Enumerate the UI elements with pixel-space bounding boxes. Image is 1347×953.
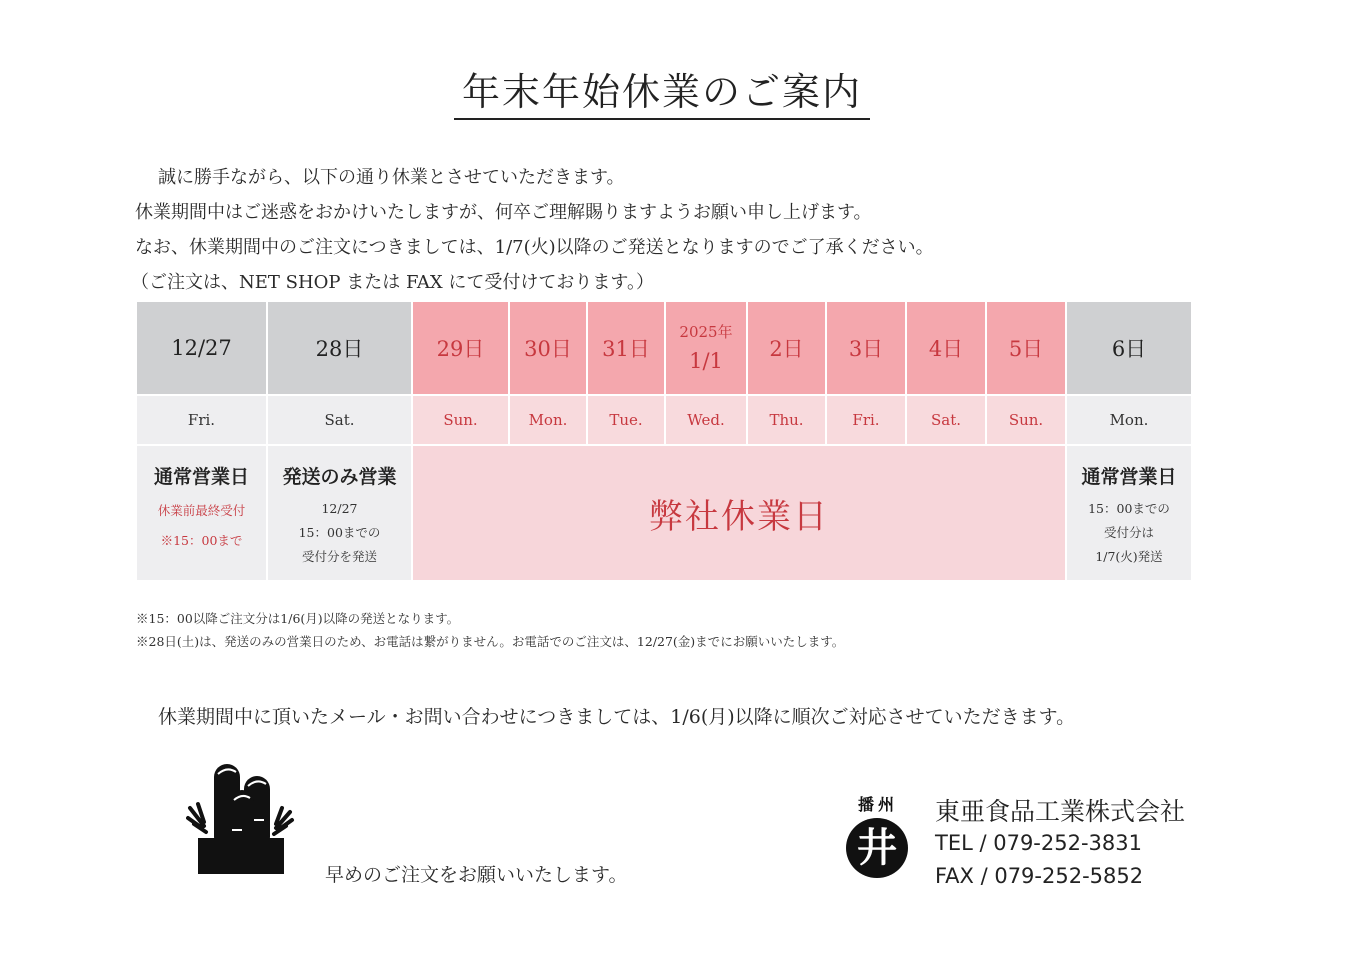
new-year-label: 2025年 (679, 323, 733, 341)
weekday-cell: Tue. (588, 394, 666, 444)
status-label: 通常営業日 (153, 466, 249, 488)
intro-line-3: なお、休業期間中のご注文につきましては、1/7(火)以降のご発送となりますのでご了承ください。 (135, 237, 934, 258)
company-fax: FAX / 079-252-5852 (935, 864, 1144, 888)
kadomatsu-icon (186, 760, 296, 876)
date-cell-3: 3日 (827, 302, 907, 394)
weekday-cell: Fri. (137, 394, 268, 444)
status-note: 受付分を発送 (301, 549, 377, 564)
weekday-cell: Mon. (1067, 394, 1191, 444)
status-note: 15：00までの (298, 525, 381, 540)
weekday-cell: Wed. (666, 394, 748, 444)
status-note: 1/7(火)発送 (1095, 549, 1163, 564)
weekday-cell: Sat. (907, 394, 987, 444)
status-cell-1227 (137, 444, 268, 580)
new-year-date: 1/1 (689, 349, 723, 373)
status-note: 15：00までの (1088, 501, 1170, 516)
inquiry-notice: 休業期間中に頂いたメール・お問い合わせにつきましては、1/6(月)以降に順次ご対応させていただきます。 (158, 706, 1076, 728)
closing-message: 早めのご注文をお願いいたします。 (325, 864, 628, 886)
weekday-cell: Sun. (413, 394, 510, 444)
intro-line-1: 誠に勝手ながら、以下の通り休業とさせていただきます。 (158, 167, 625, 188)
logo-mark-glyph: 井 (857, 824, 897, 871)
status-label: 通常営業日 (1081, 466, 1177, 488)
company-name: 東亜食品工業株式会社 (935, 797, 1186, 826)
date-cell-2: 2日 (748, 302, 827, 394)
footnote-1: ※15：00以降ご注文分は1/6(月)以降の発送となります。 (136, 611, 460, 626)
weekday-cell: Thu. (748, 394, 827, 444)
status-label: 発送のみ営業 (282, 466, 397, 488)
page-title: 年末年始休業のご案内 (454, 66, 870, 120)
company-logo (846, 792, 908, 882)
date-cell-4: 4日 (907, 302, 987, 394)
date-cell-6: 6日 (1067, 302, 1191, 394)
status-cell-28 (268, 444, 413, 580)
status-note: 受付分は (1103, 525, 1154, 540)
weekday-cell: Mon. (510, 394, 588, 444)
weekday-cell: Sun. (987, 394, 1067, 444)
weekday-cell: Sat. (268, 394, 413, 444)
date-cell-31: 31日 (588, 302, 666, 394)
holiday-schedule-table (137, 302, 1191, 580)
date-cell-5: 5日 (987, 302, 1067, 394)
status-note: 12/27 (321, 501, 358, 516)
intro-line-4: （ご注文は、NET SHOP または FAX にて受付けております。） (131, 272, 654, 293)
intro-line-2: 休業期間中はご迷惑をおかけいたしますが、何卒ご理解賜りますようお願い申し上げます。 (135, 202, 872, 223)
date-cell-29: 29日 (413, 302, 510, 394)
closed-label: 弊社休業日 (649, 496, 829, 537)
status-note: 休業前最終受付 (157, 503, 246, 518)
status-cell-6 (1067, 444, 1191, 580)
date-cell-30: 30日 (510, 302, 588, 394)
weekday-cell: Fri. (827, 394, 907, 444)
date-cell-1227: 12/27 (137, 302, 268, 394)
company-tel: TEL / 079-252-3831 (935, 831, 1142, 855)
logo-top-text: 播州 (857, 795, 898, 814)
date-cell-0101 (666, 302, 748, 394)
closed-period-cell (413, 444, 1067, 580)
logo-mark (846, 818, 908, 878)
status-note: ※15：00まで (160, 533, 243, 548)
date-cell-28: 28日 (268, 302, 413, 394)
footnote-2: ※28日(土)は、発送のみの営業日のため、お電話は繋がりません。お電話でのご注文は、12/27(金)までにお願いいたします。 (136, 634, 845, 649)
